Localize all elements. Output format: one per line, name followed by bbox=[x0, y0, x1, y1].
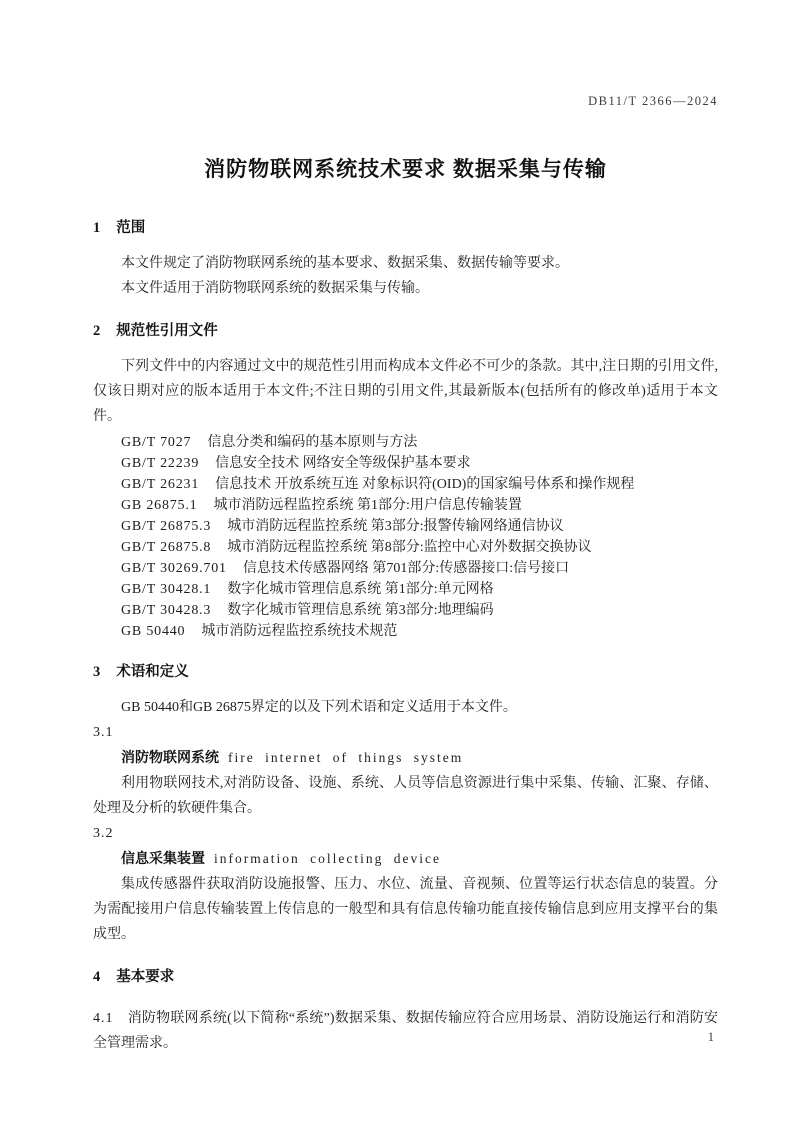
reference-list bbox=[93, 432, 718, 642]
term-zh: 信息采集装置 bbox=[121, 850, 205, 866]
section-number: 2 bbox=[93, 323, 102, 339]
reference-item bbox=[121, 579, 718, 600]
reference-item bbox=[121, 558, 718, 579]
section-title: 基本要求 bbox=[116, 969, 175, 985]
term-entry-number: 3.2 bbox=[93, 826, 114, 841]
reference-item bbox=[121, 516, 718, 537]
term-entry-title bbox=[93, 846, 718, 872]
reference-item bbox=[121, 600, 718, 621]
section-title: 规范性引用文件 bbox=[116, 323, 218, 339]
reference-code: GB/T 7027 bbox=[121, 435, 192, 450]
reference-code: GB/T 30269.701 bbox=[121, 561, 227, 576]
section-scope bbox=[93, 216, 718, 301]
section-title: 范围 bbox=[116, 220, 146, 236]
section-references-heading bbox=[93, 319, 718, 344]
reference-title: 信息安全技术 网络安全等级保护基本要求 bbox=[215, 456, 471, 471]
page-number: 1 bbox=[707, 1030, 714, 1044]
reference-item bbox=[121, 474, 718, 495]
reference-title: 数字化城市管理信息系统 第3部分:地理编码 bbox=[227, 603, 494, 618]
page-header bbox=[93, 93, 718, 109]
reference-title: 城市消防远程监控系统 第8部分:监控中心对外数据交换协议 bbox=[227, 540, 592, 555]
term-entry-number: 3.1 bbox=[93, 725, 114, 740]
section-normative-references bbox=[93, 319, 718, 642]
reference-code: GB 50440 bbox=[121, 624, 186, 639]
reference-item bbox=[121, 621, 718, 642]
section-basic-requirements bbox=[93, 965, 718, 1056]
term-en: information collecting device bbox=[214, 851, 441, 866]
section-number: 3 bbox=[93, 664, 102, 680]
reference-title: 信息技术 开放系统互连 对象标识符(OID)的国家编号体系和操作规程 bbox=[215, 477, 635, 492]
section-terms-heading bbox=[93, 660, 718, 685]
reference-title: 数字化城市管理信息系统 第1部分:单元网格 bbox=[227, 582, 494, 597]
reference-code: GB/T 30428.3 bbox=[121, 603, 212, 618]
clause-text: 消防物联网系统(以下简称“系统”)数据采集、数据传输应符合应用场景、消防设施运行和消防安全管理需求。 bbox=[93, 1011, 718, 1051]
reference-code: GB 26875.1 bbox=[121, 498, 198, 513]
reference-item bbox=[121, 537, 718, 558]
section-scope-heading bbox=[93, 216, 718, 241]
reference-code: GB/T 30428.1 bbox=[121, 582, 212, 597]
reference-code: GB/T 22239 bbox=[121, 456, 200, 471]
reference-title: 城市消防远程监控系统 第1部分:用户信息传输装置 bbox=[213, 498, 522, 513]
reference-title: 城市消防远程监控系统技术规范 bbox=[201, 624, 398, 639]
clause bbox=[93, 1006, 718, 1056]
section-terms bbox=[93, 660, 718, 947]
document-title: 消防物联网系统技术要求 数据采集与传输 bbox=[204, 158, 607, 181]
term-entry-title bbox=[93, 745, 718, 771]
term-zh: 消防物联网系统 bbox=[121, 749, 219, 765]
section-number: 4 bbox=[93, 969, 102, 985]
term-definition: 集成传感器件获取消防设施报警、压力、水位、流量、音视频、位置等运行状态信息的装置。分为需配接用户信息传输装置上传信息的一般型和具有信息传输功能直接传输信息到应用支撑平台的集成型。 bbox=[93, 877, 718, 942]
references-intro: 下列文件中的内容通过文中的规范性引用而构成本文件必不可少的条款。其中,注日期的引用文件,仅该日期对应的版本适用于本文件;不注日期的引用文件,其最新版本(包括所有的修改单)适用于本文件。 bbox=[93, 359, 718, 424]
scope-paragraph: 本文件规定了消防物联网系统的基本要求、数据采集、数据传输等要求。 bbox=[121, 256, 569, 271]
section-basic-requirements-heading bbox=[93, 965, 718, 990]
reference-item bbox=[121, 495, 718, 516]
reference-title: 信息分类和编码的基本原则与方法 bbox=[207, 435, 418, 450]
term-en: fire internet of things system bbox=[228, 750, 464, 765]
scope-paragraph: 本文件适用于消防物联网系统的数据采集与传输。 bbox=[121, 281, 429, 296]
clause-number: 4.1 bbox=[93, 1011, 114, 1026]
reference-code: GB/T 26231 bbox=[121, 477, 200, 492]
reference-title: 城市消防远程监控系统 第3部分:报警传输网络通信协议 bbox=[227, 519, 564, 534]
terms-intro: GB 50440和GB 26875界定的以及下列术语和定义适用于本文件。 bbox=[121, 700, 517, 715]
section-title: 术语和定义 bbox=[116, 664, 189, 680]
reference-code: GB/T 26875.3 bbox=[121, 519, 212, 534]
reference-item bbox=[121, 432, 718, 453]
reference-title: 信息技术传感器网络 第701部分:传感器接口:信号接口 bbox=[242, 561, 570, 576]
reference-item bbox=[121, 453, 718, 474]
reference-code: GB/T 26875.8 bbox=[121, 540, 212, 555]
doc-code: DB11/T 2366—2024 bbox=[588, 94, 718, 108]
term-definition: 利用物联网技术,对消防设备、设施、系统、人员等信息资源进行集中采集、传输、汇聚、存储、处理及分析的软硬件集合。 bbox=[93, 776, 718, 816]
section-number: 1 bbox=[93, 220, 102, 236]
